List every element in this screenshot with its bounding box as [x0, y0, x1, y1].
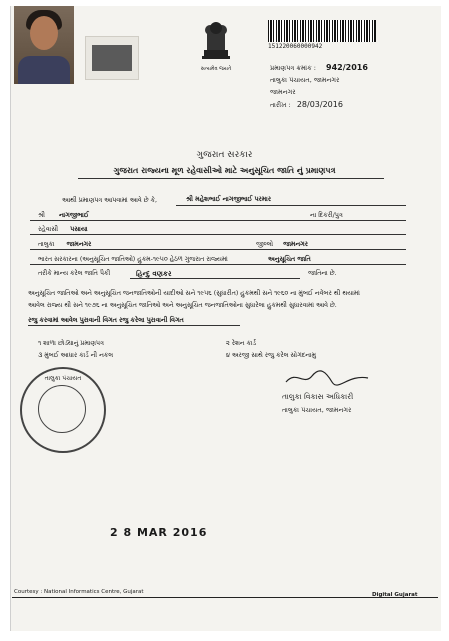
certificate-number: 942/2016	[326, 63, 368, 72]
father-name-row	[38, 212, 89, 220]
evidence-item-4: ૪ અરજી સાથે રજુ કરેલ સોગંદનામુ	[226, 352, 316, 359]
order-text: ભારત સરકારના (અનુસૂચિત જાતિઓ) હુકમ-૧૯૫૦ હેઠળ ગુજરાત રાજ્યમાં	[38, 256, 228, 263]
resident-underline	[30, 234, 406, 235]
district-value: જામનગર	[283, 241, 308, 248]
father-underline	[30, 220, 406, 221]
evidence-heading: રજુ કરવામાં આવેલ પુરાવાની વિગત રજુ કરેલા પુરાવાની વિગત	[28, 317, 184, 324]
recognized-text: તરીકે માન્ય કરેલ જાતિ પૈકી	[38, 270, 111, 277]
father-prefix: શ્રી	[38, 212, 45, 219]
certify-text: આથી પ્રમાણપત્ર આપવામાં આવે છે કે,	[62, 197, 157, 204]
emblem-caption: સત્યમેવ જયતે	[200, 66, 232, 72]
caste-value: હિન્દુ વણકર	[136, 270, 172, 278]
footer-brand: Digital Gujarat	[372, 592, 418, 598]
applicant-name: શ્રી મહેશભાઈ નાગજીભાઈ પરમાર	[186, 196, 272, 203]
office-line-2: જામનગર	[270, 88, 296, 96]
issue-date: 28/03/2016	[296, 100, 343, 109]
certificate-number-label: પ્રમાણપત્ર ક્રમાંક :	[270, 64, 316, 72]
barcode-number: 151220060000942	[268, 43, 323, 50]
evidence-underline	[28, 325, 240, 326]
received-date-stamp: 2 8 MAR 2016	[110, 526, 208, 539]
seal-text: તાલુકા પંચાયત	[44, 375, 82, 382]
officer-signature	[282, 368, 372, 388]
is-caste-text: જાતિના છે.	[308, 270, 337, 277]
taluka-underline	[30, 249, 406, 250]
certificate-number-row	[270, 63, 368, 73]
paragraph-line-2: આવેલ રાજ્ય થી સને ૧૯૭૬ ના અનુસૂચિત જાતિઓ અને અનુસૂચિત જનજાતિઓના સુધારેલા હુકમથી સુધારવામાં આવે છે.	[28, 302, 337, 309]
office-line-1: તાલુકા પંચાયત, જામનગર	[270, 76, 340, 84]
applicant-photo	[14, 6, 74, 84]
officer-title: તાલુકા વિકાસ અધિકારી	[282, 392, 354, 401]
certificate-heading: ગુજરાત રાજ્યના મૂળ રહેવાસીઓ માટે અનુસૂચિત જાતિ નું પ્રમાણપત્ર	[113, 166, 336, 175]
taluka-label: તાલુકા	[38, 241, 55, 248]
official-seal	[20, 367, 106, 453]
resident-label: રહેવાસી	[38, 226, 59, 233]
issue-date-label: તારીખ :	[270, 101, 291, 109]
district-row	[256, 241, 308, 249]
barcode	[268, 20, 376, 42]
national-emblem-icon	[198, 20, 234, 62]
heading-underline	[78, 178, 384, 179]
caste-type: અનુસૂચિત જાતિ	[268, 256, 311, 263]
footer-courtesy: Courtesy : National Informatics Centre, Gujarat	[14, 589, 144, 595]
office-stamp-image	[85, 36, 139, 80]
resident-value: પસાયા	[70, 226, 88, 233]
order-underline	[30, 264, 406, 265]
caste-underline	[130, 278, 300, 279]
taluka-value: જામનગર	[66, 241, 92, 248]
evidence-item-3: ૩ મુંબઈ આધાર કાર્ડ ની નકલ	[38, 352, 113, 359]
paragraph-line-1: અનુસૂચિત જાતિઓ અને અનુસૂચિત જનજાતિઓની યાદીઓ સને ૧૯૫૬ (સુધારીત) હુકમથી સને ૧૯૬૦ ના મુંબઈ નવેંબર થી થયામાં	[28, 290, 360, 297]
evidence-item-1: ૧ શાળા છોડ્યાનું પ્રમાણપત્ર	[38, 340, 104, 347]
district-label: જીલ્લો	[256, 241, 274, 248]
father-name: નાગજીભાઈ	[58, 212, 89, 219]
relation-text: ના દિકરી/પુત્ર	[310, 212, 343, 219]
name-underline	[176, 205, 406, 206]
taluka-row	[38, 241, 91, 249]
resident-row	[38, 226, 88, 234]
evidence-item-2: ૨ રેશન કાર્ડ	[226, 340, 256, 347]
issue-date-row	[270, 100, 343, 110]
officer-office: તાલુકા પંચાયત, જામનગર	[282, 406, 352, 414]
government-title: ગુજરાત સરકાર	[196, 150, 253, 160]
